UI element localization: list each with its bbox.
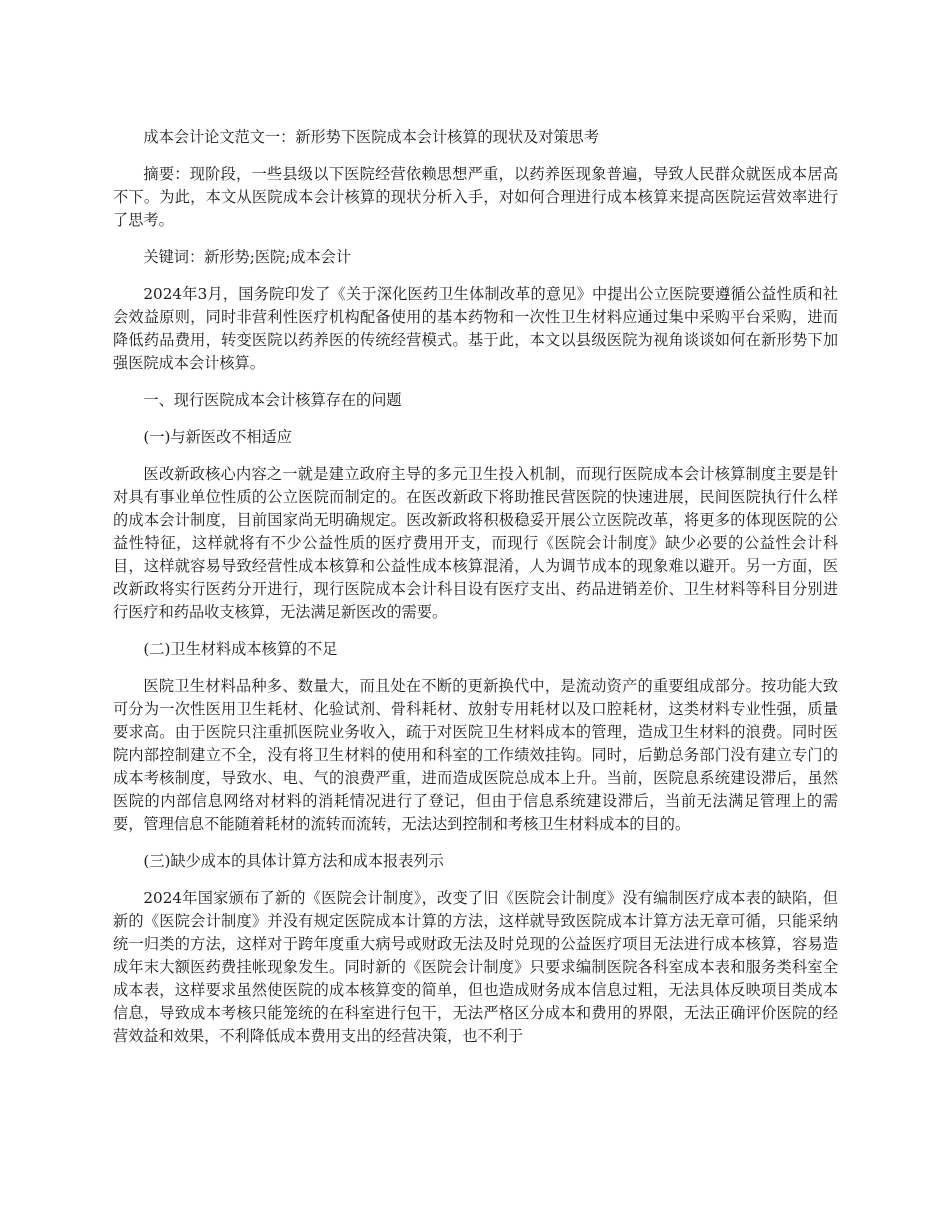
subsection-2-heading: (二)卫生材料成本核算的不足	[143, 640, 338, 658]
intro-paragraph: 2024年3月，国务院印发了《关于深化医药卫生体制改革的意见》中提出公立医院要遵循公益性质和社会效益原则，同时非营利性医疗机构配备使用的基本药物和一次性卫生材料应通过集中采购平台采购，进而降低药品费用，转变医院以药养医的传统经营模式。基于此，本文以县级医院为视角谈谈如何在新形势下加强医院成本会计核算。	[113, 285, 838, 372]
document-title: 成本会计论文范文一：新形势下医院成本会计核算的现状及对策思考	[143, 128, 600, 146]
document-page	[113, 126, 838, 1062]
subsection-1-heading: (一)与新医改不相适应	[143, 428, 292, 446]
keywords-paragraph: 关键词：新形势;医院;成本会计	[143, 248, 352, 266]
subsection-1-body: 医改新政核心内容之一就是建立政府主导的多元卫生投入机制，而现行医院成本会计核算制度主要是针对具有事业单位性质的公立医院而制定的。在医改新政下将助推民营医院的快速进展，民间医院执行什么样的成本会计制度，目前国家尚无明确规定。医改新政将积极稳妥开展公立医院改革，将更多的体现医院的公益性特征，这样就将有不少公益性质的医疗费用开支，而现行《医院会计制度》缺少必要的公益性会计科目，这样就容易导致经营性成本核算和公益性成本核算混淆，人为调节成本的现象难以避开。另一方面，医改新政将实行医药分开进行，现行医院成本会计科目设有医疗支出、药品进销差价、卫生材料等科目分别进行医疗和药品收支核算，无法满足新医改的需要。	[113, 465, 838, 621]
subsection-3-body: 2024年国家颁布了新的《医院会计制度》，改变了旧《医院会计制度》没有编制医疗成本表的缺陷，但新的《医院会计制度》并没有规定医院成本计算的方法，这样就导致医院成本计算方法无章可循，只能采纳统一归类的方法，这样对于跨年度重大病号或财政无法及时兑现的公益医疗项目无法进行成本核算，容易造成年末大额医药费挂帐现象发生。同时新的《医院会计制度》只要求编制医院各科室成本表和服务类科室全成本表，这样要求虽然使医院的成本核算变的简单，但也造成财务成本信息过粗，无法具体反映项目类成本信息，导致成本考核只能笼统的在科室进行包干，无法严格区分成本和费用的界限，无法正确评价医院的经营效益和效果，不利降低成本费用支出的经营决策，也不利于	[113, 889, 838, 1045]
subsection-3-heading: (三)缺少成本的具体计算方法和成本报表列示	[143, 852, 444, 870]
section-1-heading: 一、现行医院成本会计核算存在的问题	[143, 391, 402, 409]
abstract-paragraph: 摘要：现阶段，一些县级以下医院经营依赖思想严重，以药养医现象普遍，导致人民群众就医成本居高不下。为此，本文从医院成本会计核算的现状分析入手，对如何合理进行成本核算来提高医院运营效率进行了思考。	[113, 165, 838, 229]
subsection-2-body: 医院卫生材料品种多、数量大，而且处在不断的更新换代中，是流动资产的重要组成部分。按功能大致可分为一次性医用卫生耗材、化验试剂、骨科耗材、放射专用耗材以及口腔耗材，这类材料专业性强，质量要求高。由于医院只注重抓医院业务收入，疏于对医院卫生材料成本的管理，造成卫生材料的浪费。同时医院内部控制建立不全，没有将卫生材料的使用和科室的工作绩效挂钩。同时，后勤总务部门没有建立专门的成本考核制度，导致水、电、气的浪费严重，进而造成医院总成本上升。当前，医院息系统建设滞后，虽然医院的内部信息网络对材料的消耗情况进行了登记，但由于信息系统建设滞后，当前无法满足管理上的需要，管理信息不能随着耗材的流转而流转，无法达到控制和考核卫生材料成本的目的。	[113, 677, 838, 833]
